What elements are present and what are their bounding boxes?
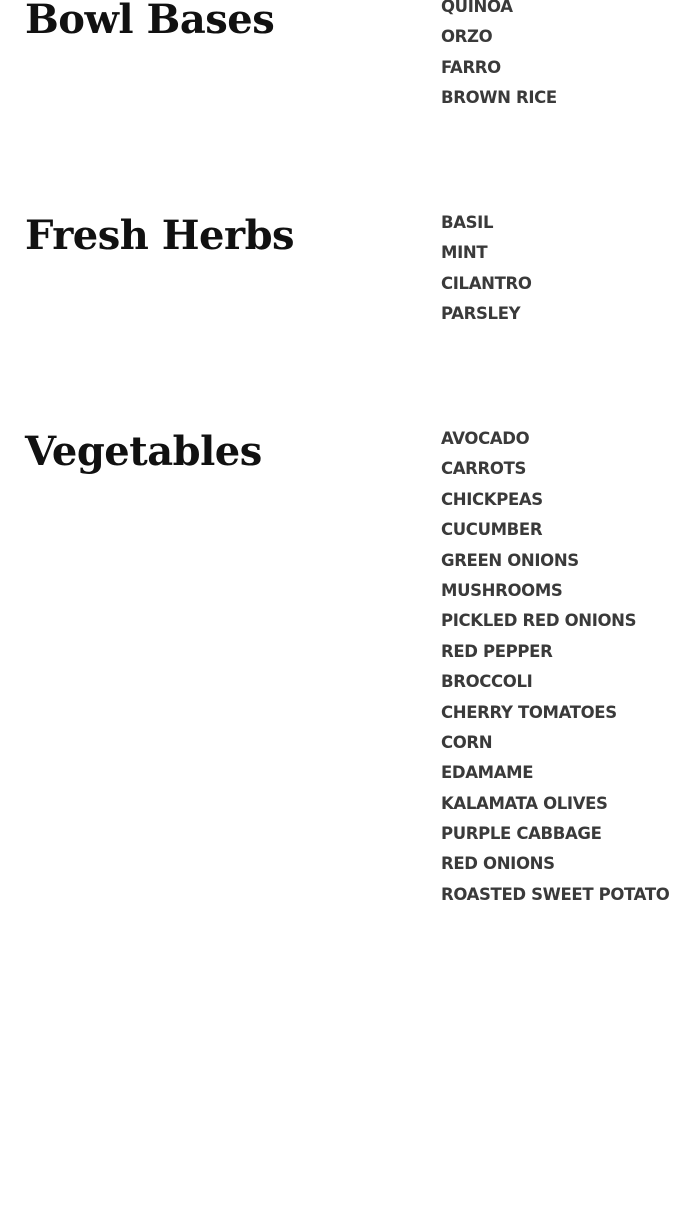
section-title-bowl-bases: Bowl Bases (25, 0, 275, 43)
list-item: CUCUMBER (441, 520, 543, 540)
list-item: PARSLEY (441, 304, 521, 324)
list-item: ORZO (441, 27, 493, 47)
list-item: CILANTRO (441, 273, 532, 293)
section-bowl-bases (0, 0, 690, 216)
section-fresh-herbs (0, 212, 690, 432)
list-item: AVOCADO (441, 429, 530, 448)
list-item: CORN (441, 732, 493, 752)
list-item: ROASTED SWEET POTATO (441, 884, 670, 904)
list-item: MUSHROOMS (441, 580, 563, 600)
section-title-fresh-herbs: Fresh Herbs (25, 212, 295, 259)
list-item: MINT (441, 243, 488, 263)
list-item: GREEN ONIONS (441, 550, 579, 570)
list-item: PURPLE CABBAGE (441, 824, 602, 844)
list-item: PICKLED RED ONIONS (441, 611, 637, 631)
list-item: CHICKPEAS (441, 489, 543, 509)
list-item: CARROTS (441, 459, 527, 479)
list-item: BROWN RICE (441, 88, 557, 108)
bowl-bases-list (441, 0, 557, 114)
section-vegetables (0, 428, 690, 904)
vegetables-list (441, 424, 669, 910)
list-item: KALAMATA OLIVES (441, 793, 608, 813)
list-item: BROCCOLI (441, 672, 533, 692)
list-item: FARRO (441, 57, 501, 77)
list-item: RED ONIONS (441, 854, 555, 874)
fresh-herbs-list (441, 208, 532, 330)
list-item: EDAMAME (441, 763, 534, 783)
section-title-vegetables: Vegetables (25, 428, 262, 475)
list-item: QUINOA (441, 0, 513, 16)
list-item: CHERRY TOMATOES (441, 702, 617, 722)
list-item: BASIL (441, 213, 494, 232)
list-item: RED PEPPER (441, 641, 553, 661)
